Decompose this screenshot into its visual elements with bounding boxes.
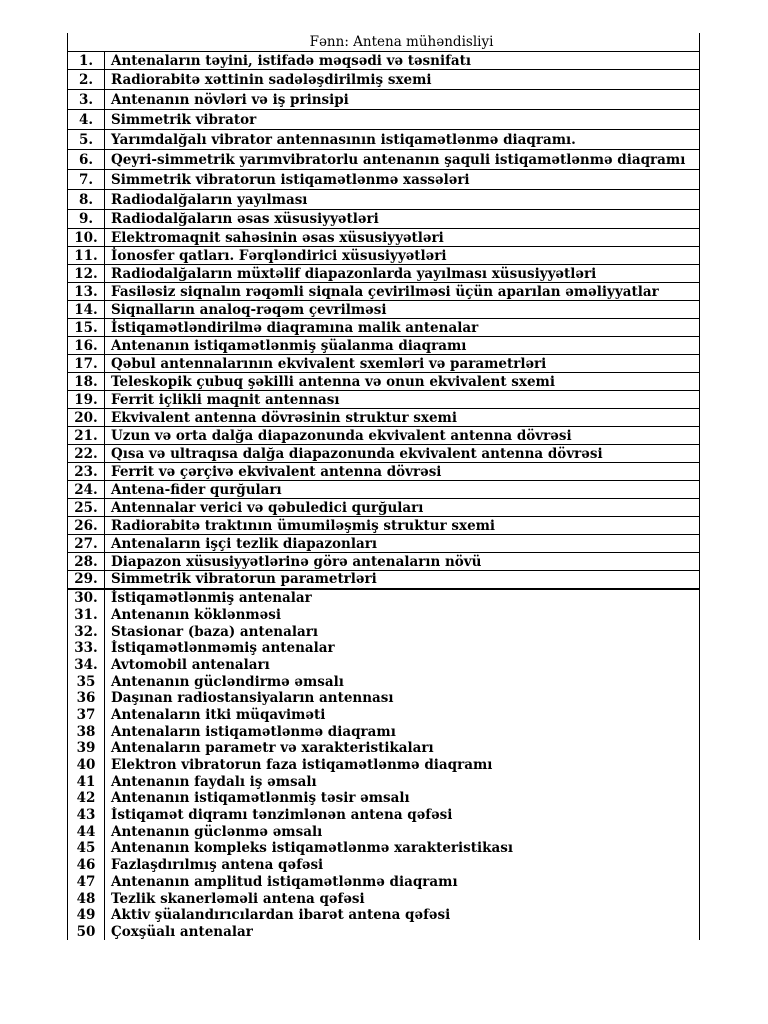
question-row [68,355,700,373]
question-row [68,301,700,319]
question-number: 30. [68,589,105,607]
question-number: 28. [68,553,105,571]
question-row [68,409,700,427]
question-number: 36 [68,690,105,707]
question-text: Antennalar verici və qəbuledici qurğuları [105,499,700,517]
question-number: 43 [68,807,105,824]
question-row [68,874,700,891]
question-number: 2. [68,70,105,90]
question-text: Simmetrik vibratorun parametrləri [105,571,700,589]
question-text: Daşınan radiostansiyaların antennası [105,690,700,707]
question-text: Antenanın gücləndirmə əmsalı [105,673,700,690]
question-number: 32. [68,623,105,640]
question-text: Qısa və ultraqısa dalğa diapazonunda ekvivalent antenna dövrəsi [105,445,700,463]
question-text: Ekvivalent antenna dövrəsinin struktur sxemi [105,409,700,427]
question-row [68,623,700,640]
question-number: 26. [68,517,105,535]
question-number: 45 [68,840,105,857]
question-text: Qəbul antennalarının ekvivalent sxemləri və parametrləri [105,355,700,373]
question-text: Aktiv şüalandırıcılardan ibarət antena qəfəsi [105,907,700,924]
question-text: Antenanın istiqamətlənmiş şüalanma diaqramı [105,337,700,355]
question-text: İonosfer qatları. Fərqləndirici xüsusiyyətləri [105,247,700,265]
question-number: 39 [68,740,105,757]
question-number: 50 [68,924,105,941]
question-text: İstiqamətlənməmiş antenalar [105,640,700,657]
question-text: Antenaların işçi tezlik diapazonları [105,535,700,553]
question-text: Qeyri-simmetrik yarımvibratorlu antenanın şaquli istiqamətlənmə diaqramı [105,150,700,170]
question-text: Diapazon xüsusiyyətlərinə görə antenaların növü [105,553,700,571]
question-text: Radiodalğaların yayılması [105,190,700,210]
question-text: Çoxşüalı antenalar [105,924,700,941]
question-row [68,499,700,517]
question-number: 41 [68,773,105,790]
question-text: Radiodalğaların müxtəlif diapazonlarda yayılması xüsusiyyətləri [105,265,700,283]
question-number: 20. [68,409,105,427]
question-number: 24. [68,481,105,499]
question-text: Radiorabitə traktının ümumiləşmiş struktur sxemi [105,517,700,535]
question-number: 21. [68,427,105,445]
question-text: Antenanın kompleks istiqamətlənmə xarakteristikası [105,840,700,857]
question-text: Fasiləsiz siqnalın rəqəmli siqnala çevirilməsi üçün aparılan əməliyyatlar [105,283,700,301]
question-row [68,757,700,774]
question-row [68,924,700,941]
question-row [68,70,700,90]
question-text: Fazlaşdırılmış antena qəfəsi [105,857,700,874]
question-row [68,170,700,190]
question-text: İstiqamətləndirilmə diaqramına malik antenalar [105,319,700,337]
question-text: Yarımdalğalı vibrator antennasının istiqamətlənmə diaqramı. [105,130,700,150]
question-number: 11. [68,247,105,265]
question-row [68,607,700,624]
question-row [68,707,700,724]
question-text: Tezlik skanerləməli antena qəfəsi [105,890,700,907]
question-text: Siqnalların analoq-rəqəm çevrilməsi [105,301,700,319]
question-row [68,535,700,553]
question-number: 47 [68,874,105,891]
question-text: Simmetrik vibratorun istiqamətlənmə xassələri [105,170,700,190]
question-text: Radiodalğaların əsas xüsusiyyətləri [105,210,700,229]
question-number: 10. [68,229,105,247]
question-row [68,265,700,283]
question-row [68,210,700,229]
question-number: 27. [68,535,105,553]
question-number: 17. [68,355,105,373]
question-row [68,790,700,807]
question-text: Antenanın amplitud istiqamətlənmə diaqramı [105,874,700,891]
question-number: 31. [68,607,105,624]
question-row [68,571,700,589]
subject-title: Fənn: Antena mühəndisliyi [67,33,700,51]
question-row [68,337,700,355]
question-text: Antenanın növləri və iş prinsipi [105,90,700,110]
question-text: Antenaların parametr və xarakteristikaları [105,740,700,757]
question-number: 4. [68,110,105,130]
question-row [68,52,700,70]
question-text: Avtomobil antenaları [105,657,700,674]
question-number: 15. [68,319,105,337]
question-row [68,190,700,210]
question-text: Uzun və orta dalğa diapazonunda ekvivalent antenna dövrəsi [105,427,700,445]
question-row [68,90,700,110]
question-row [68,283,700,301]
question-text: Elektron vibratorun faza istiqamətlənmə diaqramı [105,757,700,774]
question-text: Antena-fider qurğuları [105,481,700,499]
question-row [68,391,700,409]
question-number: 29. [68,571,105,589]
question-row [68,690,700,707]
question-row [68,150,700,170]
question-text: Stasionar (baza) antenaları [105,623,700,640]
question-row [68,807,700,824]
question-row [68,773,700,790]
question-text: Simmetrik vibrator [105,110,700,130]
question-row [68,247,700,265]
question-row [68,907,700,924]
question-row [68,673,700,690]
question-row [68,319,700,337]
question-number: 33. [68,640,105,657]
question-row [68,427,700,445]
question-number: 49 [68,907,105,924]
question-table [67,51,700,940]
question-text: Elektromaqnit sahəsinin əsas xüsusiyyətləri [105,229,700,247]
question-number: 46 [68,857,105,874]
question-number: 25. [68,499,105,517]
question-number: 48 [68,890,105,907]
question-table-body [68,52,700,941]
question-row [68,740,700,757]
question-row [68,445,700,463]
question-text: Antenaların təyini, istifadə məqsədi və təsnifatı [105,52,700,70]
question-number: 19. [68,391,105,409]
question-number: 7. [68,170,105,190]
question-row [68,857,700,874]
question-row [68,229,700,247]
question-row [68,481,700,499]
question-row [68,723,700,740]
question-row [68,890,700,907]
question-row [68,640,700,657]
question-row [68,840,700,857]
question-number: 5. [68,130,105,150]
question-number: 35 [68,673,105,690]
question-row [68,110,700,130]
question-row [68,130,700,150]
question-number: 14. [68,301,105,319]
question-number: 9. [68,210,105,229]
question-text: Teleskopik çubuq şəkilli antenna və onun ekvivalent sxemi [105,373,700,391]
question-text: Ferrit içlikli maqnit antennası [105,391,700,409]
question-number: 16. [68,337,105,355]
question-number: 8. [68,190,105,210]
question-number: 44 [68,823,105,840]
question-text: Antenaların istiqamətlənmə diaqramı [105,723,700,740]
question-number: 40 [68,757,105,774]
question-number: 13. [68,283,105,301]
question-number: 37 [68,707,105,724]
question-text: Antenanın faydalı iş əmsalı [105,773,700,790]
question-text: Antenanın güclənmə əmsalı [105,823,700,840]
question-number: 3. [68,90,105,110]
question-text: Ferrit və çərçivə ekvivalent antenna dövrəsi [105,463,700,481]
question-row [68,823,700,840]
question-row [68,589,700,607]
question-number: 12. [68,265,105,283]
question-number: 23. [68,463,105,481]
question-number: 6. [68,150,105,170]
question-row [68,463,700,481]
question-text: İstiqamət diqramı tənzimlənən antena qəfəsi [105,807,700,824]
question-text: Antenaların itki müqaviməti [105,707,700,724]
question-row [68,517,700,535]
question-number: 1. [68,52,105,70]
question-row [68,373,700,391]
question-text: Antenanın köklənməsi [105,607,700,624]
question-text: İstiqamətlənmiş antenalar [105,589,700,607]
question-text: Antenanın istiqamətlənmiş təsir əmsalı [105,790,700,807]
question-number: 18. [68,373,105,391]
question-sheet [67,33,700,940]
question-number: 22. [68,445,105,463]
question-number: 34. [68,657,105,674]
question-text: Radiorabitə xəttinin sadələşdirilmiş sxemi [105,70,700,90]
question-number: 38 [68,723,105,740]
question-number: 42 [68,790,105,807]
question-row [68,657,700,674]
question-row [68,553,700,571]
